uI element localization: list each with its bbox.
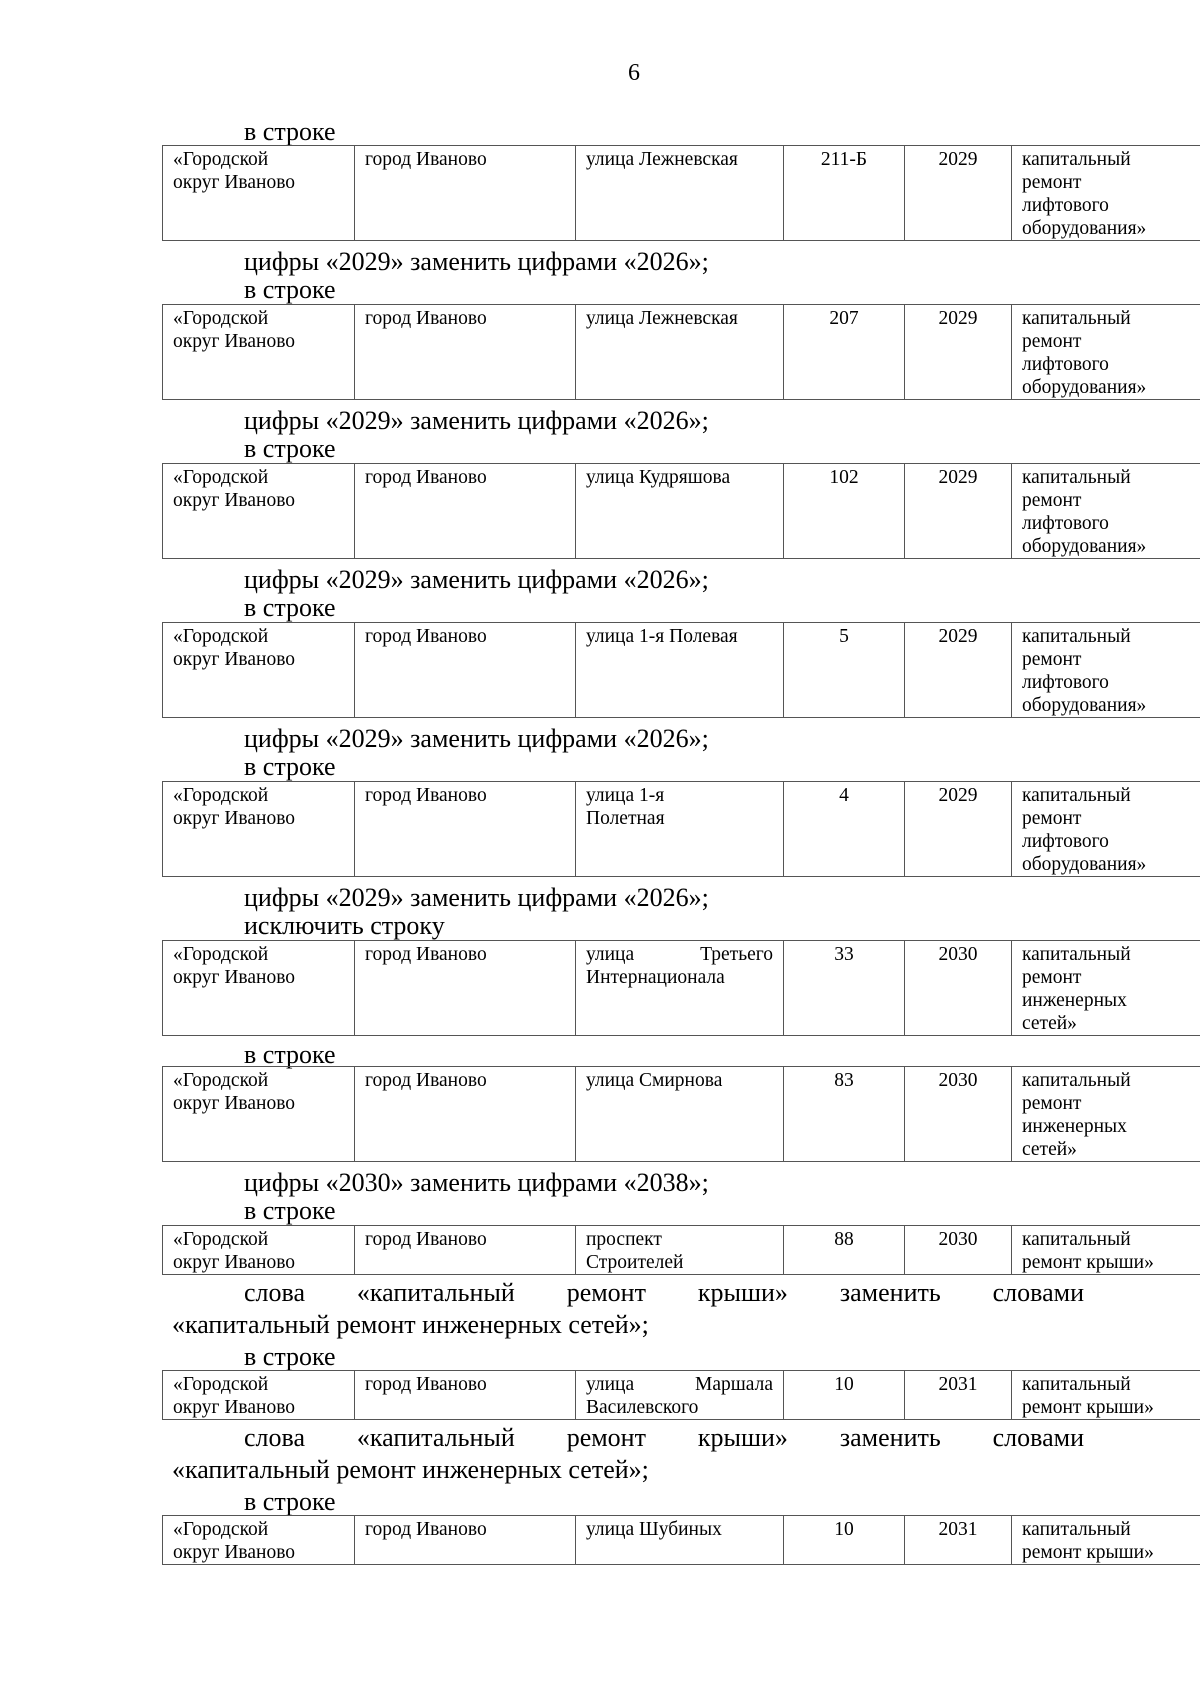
work-type-cell: капитальный ремонт лифтового оборудования» (1012, 464, 1200, 559)
instruction-text: «капитальный ремонт инженерных сетей»; (172, 1455, 649, 1484)
instruction-text: цифры «2029» заменить цифрами «2026»; (244, 406, 709, 435)
table-row (162, 1225, 1200, 1275)
street-cell: улица Смирнова (576, 1067, 784, 1162)
work-type-cell: капитальный ремонт лифтового оборудования» (1012, 146, 1200, 241)
municipality-cell: «Городской округ Иваново (163, 623, 355, 718)
instruction-text: цифры «2029» заменить цифрами «2026»; (244, 247, 709, 276)
work-type-cell: капитальный ремонт инженерных сетей» (1012, 1067, 1200, 1162)
house-number-cell: 10 (784, 1371, 905, 1420)
year-cell: 2029 (905, 464, 1012, 559)
instruction-text: в строке (244, 752, 336, 781)
settlement-cell: город Иваново (355, 782, 576, 877)
table-row (162, 1515, 1200, 1565)
house-number-cell: 102 (784, 464, 905, 559)
work-type-cell: капитальный ремонт крыши» (1012, 1516, 1200, 1565)
house-number-cell: 4 (784, 782, 905, 877)
year-cell: 2029 (905, 782, 1012, 877)
instruction-word: заменить (839, 1278, 941, 1307)
instruction-text: цифры «2029» заменить цифрами «2026»; (244, 565, 709, 594)
instruction-word: «капитальный (356, 1423, 515, 1452)
street-cell: улица Маршала Василевского (576, 1371, 784, 1420)
year-cell: 2031 (905, 1516, 1012, 1565)
street-cell: улица Кудряшова (576, 464, 784, 559)
street-cell: улица 1-я Полевая (576, 623, 784, 718)
instruction-text: в строке (244, 117, 336, 146)
table-row (162, 1370, 1200, 1420)
instruction-word: словами (992, 1423, 1084, 1452)
instruction-word: крыши» (697, 1278, 788, 1307)
house-number-cell: 10 (784, 1516, 905, 1565)
instruction-text (244, 1279, 1084, 1307)
year-cell: 2029 (905, 146, 1012, 241)
settlement-cell: город Иваново (355, 464, 576, 559)
work-type-cell: капитальный ремонт лифтового оборудования» (1012, 623, 1200, 718)
instruction-text: в строке (244, 275, 336, 304)
house-number-cell: 88 (784, 1226, 905, 1275)
instruction-text (244, 1424, 1084, 1452)
instruction-word: «капитальный (356, 1278, 515, 1307)
house-number-cell: 33 (784, 941, 905, 1036)
instruction-word: словами (992, 1278, 1084, 1307)
house-number-cell: 83 (784, 1067, 905, 1162)
instruction-text: в строке (244, 1342, 336, 1371)
instruction-word: заменить (839, 1423, 941, 1452)
table-row (162, 940, 1200, 1036)
instruction-word: слова (244, 1278, 305, 1307)
instruction-text: «капитальный ремонт инженерных сетей»; (172, 1310, 649, 1339)
table-row (162, 781, 1200, 877)
table-row (162, 1066, 1200, 1162)
work-type-cell: капитальный ремонт крыши» (1012, 1226, 1200, 1275)
municipality-cell: «Городской округ Иваново (163, 782, 355, 877)
instruction-text: цифры «2030» заменить цифрами «2038»; (244, 1168, 709, 1197)
settlement-cell: город Иваново (355, 1226, 576, 1275)
work-type-cell: капитальный ремонт крыши» (1012, 1371, 1200, 1420)
municipality-cell: «Городской округ Иваново (163, 146, 355, 241)
year-cell: 2029 (905, 623, 1012, 718)
street-cell: улица Шубиных (576, 1516, 784, 1565)
street-cell: улица Третьего Интернационала (576, 941, 784, 1036)
instruction-text: в строке (244, 1196, 336, 1225)
table-row (162, 622, 1200, 718)
settlement-cell: город Иваново (355, 1516, 576, 1565)
municipality-cell: «Городской округ Иваново (163, 1516, 355, 1565)
instruction-word: крыши» (697, 1423, 788, 1452)
instruction-text: в строке (244, 1040, 336, 1069)
settlement-cell: город Иваново (355, 941, 576, 1036)
municipality-cell: «Городской округ Иваново (163, 1371, 355, 1420)
municipality-cell: «Городской округ Иваново (163, 464, 355, 559)
instruction-text: в строке (244, 434, 336, 463)
house-number-cell: 211-Б (784, 146, 905, 241)
page-number: 6 (628, 60, 640, 86)
house-number-cell: 207 (784, 305, 905, 400)
year-cell: 2030 (905, 1226, 1012, 1275)
year-cell: 2029 (905, 305, 1012, 400)
instruction-text: в строке (244, 1487, 336, 1516)
instruction-text: цифры «2029» заменить цифрами «2026»; (244, 724, 709, 753)
table-row (162, 463, 1200, 559)
work-type-cell: капитальный ремонт лифтового оборудования» (1012, 782, 1200, 877)
municipality-cell: «Городской округ Иваново (163, 1226, 355, 1275)
settlement-cell: город Иваново (355, 1067, 576, 1162)
instruction-text: исключить строку (244, 911, 445, 940)
work-type-cell: капитальный ремонт лифтового оборудования» (1012, 305, 1200, 400)
instruction-word: ремонт (566, 1278, 646, 1307)
settlement-cell: город Иваново (355, 1371, 576, 1420)
instruction-word: ремонт (566, 1423, 646, 1452)
street-cell: улица Лежневская (576, 305, 784, 400)
settlement-cell: город Иваново (355, 146, 576, 241)
municipality-cell: «Городской округ Иваново (163, 305, 355, 400)
instruction-text: цифры «2029» заменить цифрами «2026»; (244, 883, 709, 912)
municipality-cell: «Городской округ Иваново (163, 941, 355, 1036)
instruction-word: слова (244, 1423, 305, 1452)
settlement-cell: город Иваново (355, 305, 576, 400)
settlement-cell: город Иваново (355, 623, 576, 718)
year-cell: 2030 (905, 1067, 1012, 1162)
year-cell: 2031 (905, 1371, 1012, 1420)
instruction-text: в строке (244, 593, 336, 622)
table-row (162, 304, 1200, 400)
work-type-cell: капитальный ремонт инженерных сетей» (1012, 941, 1200, 1036)
street-cell: улица Лежневская (576, 146, 784, 241)
table-row (162, 145, 1200, 241)
year-cell: 2030 (905, 941, 1012, 1036)
street-cell: улица 1-я Полетная (576, 782, 784, 877)
municipality-cell: «Городской округ Иваново (163, 1067, 355, 1162)
house-number-cell: 5 (784, 623, 905, 718)
street-cell: проспект Строителей (576, 1226, 784, 1275)
